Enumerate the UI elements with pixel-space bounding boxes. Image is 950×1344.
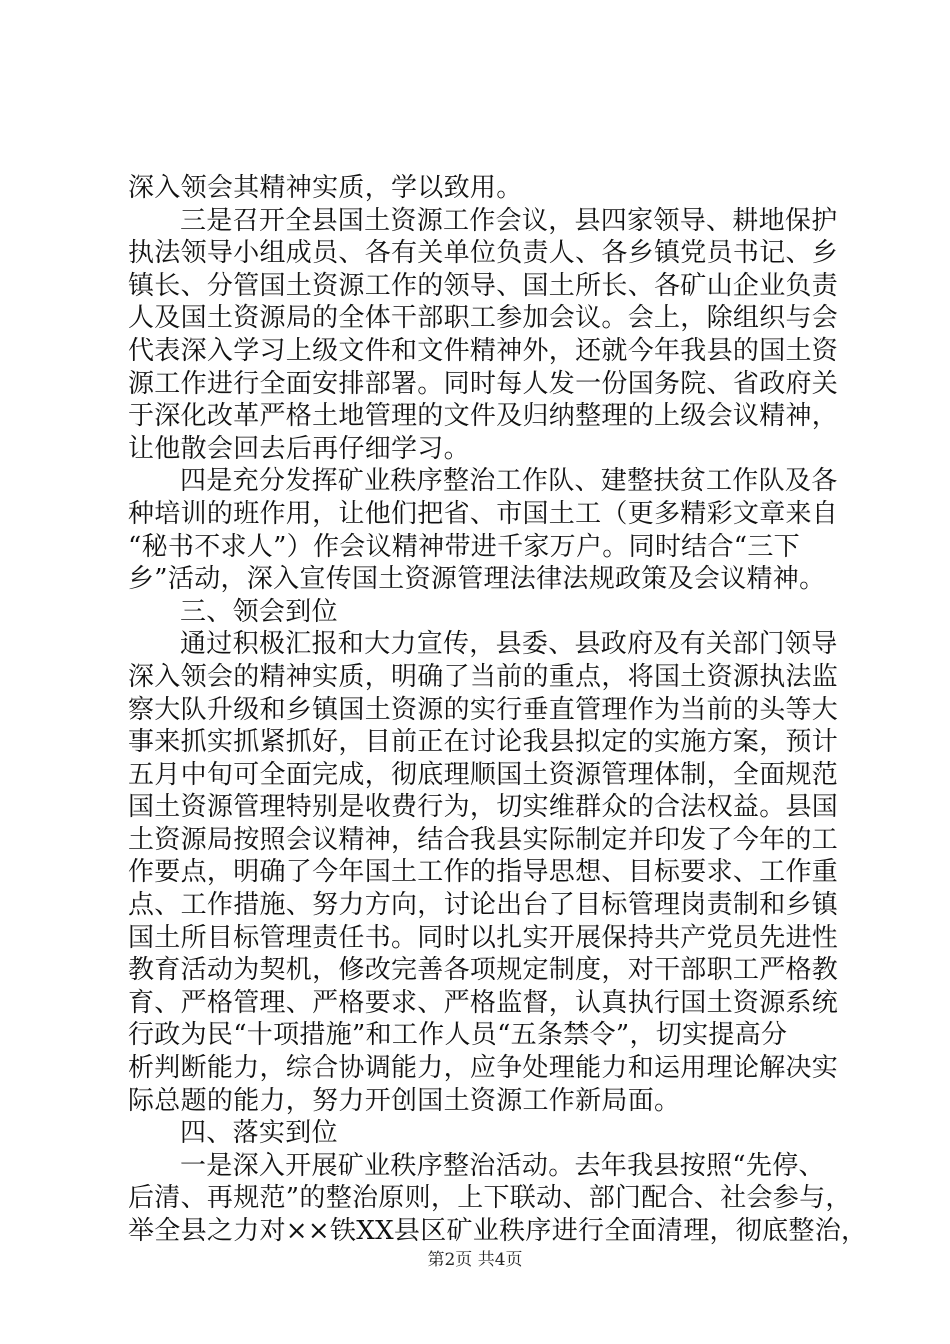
- text-line: 镇长、分管国土资源工作的领导、国土所长、各矿山企业负责: [128, 270, 839, 301]
- text-line: 育、严格管理、严格要求、严格监督，认真执行国土资源系统: [128, 987, 839, 1018]
- text-line: 际总题的能力，努力开创国土资源工作新局面。: [128, 1085, 681, 1116]
- page-footer: 第2页 共4页: [427, 1250, 523, 1270]
- text-line: 土资源局按照会议精神，结合我县实际制定并印发了今年的工: [128, 824, 839, 855]
- text-line: 三、领会到位: [180, 596, 338, 627]
- document-body: [128, 172, 868, 1248]
- text-line: 教育活动为契机，修改完善各项规定制度，对干部职工严格教: [128, 955, 839, 986]
- text-line: 种培训的班作用，让他们把省、市国土工（更多精彩文章来自: [128, 498, 839, 529]
- text-line: 通过积极汇报和大力宣传，县委、县政府及有关部门领导: [180, 629, 838, 660]
- text-line: 事来抓实抓紧抓好，目前正在讨论我县拟定的实施方案，预计: [128, 727, 839, 758]
- text-line: 作要点，明确了今年国土工作的指导思想、目标要求、工作重: [128, 857, 839, 888]
- text-line: 代表深入学习上级文件和文件精神外，还就今年我县的国土资: [128, 335, 839, 366]
- text-line: 执法领导小组成员、各有关单位负责人、各乡镇党员书记、乡: [128, 238, 839, 269]
- text-line: 析判断能力，综合协调能力，应争处理能力和运用理论解决实: [128, 1053, 839, 1084]
- text-line: 深入领会其精神实质，学以致用。: [128, 173, 523, 203]
- text-line: 国土资源管理特别是收费行为，切实维群众的合法权益。县国: [128, 792, 839, 823]
- text-line: 一是深入开展矿业秩序整治活动。去年我县按照“先停、: [180, 1150, 825, 1181]
- text-line: “秘书不求人”）作会议精神带进千家万户。同时结合“三下: [128, 531, 800, 562]
- text-line: 人及国土资源局的全体干部职工参加会议。会上，除组织与会: [128, 303, 839, 334]
- text-line: 举全县之力对××铁XX县区矿业秩序进行全面清理，彻底整治，: [128, 1216, 868, 1246]
- text-line: 后清、再规范”的整治原则，上下联动、部门配合、社会参与，: [128, 1183, 852, 1214]
- text-line: 点、工作措施、努力方向，讨论出台了目标管理岗责制和乡镇: [128, 890, 839, 921]
- text-line: 行政为民“十项措施”和工作人员“五条禁令”，切实提高分: [128, 1020, 788, 1051]
- text-line: 于深化改革严格土地管理的文件及归纳整理的上级会议精神，: [128, 401, 839, 432]
- text-line: 四、落实到位: [180, 1118, 338, 1149]
- text-line: 国土所目标管理责任书。同时以扎实开展保持共产党员先进性: [128, 922, 839, 953]
- text-line: 深入领会的精神实质，明确了当前的重点，将国土资源执法监: [128, 661, 839, 692]
- text-line: 让他散会回去后再仔细学习。: [128, 433, 470, 464]
- text-line: 察大队升级和乡镇国土资源的实行垂直管理作为当前的头等大: [128, 694, 839, 725]
- text-line: 乡”活动，深入宣传国土资源管理法律法规政策及会议精神。: [128, 564, 826, 595]
- text-line: 五月中旬可全面完成，彻底理顺国土资源管理体制，全面规范: [128, 759, 839, 790]
- text-line: 三是召开全县国土资源工作会议，县四家领导、耕地保护: [180, 205, 838, 236]
- text-line: 四是充分发挥矿业秩序整治工作队、建整扶贫工作队及各: [180, 466, 838, 497]
- text-line: 源工作进行全面安排部署。同时每人发一份国务院、省政府关: [128, 368, 839, 399]
